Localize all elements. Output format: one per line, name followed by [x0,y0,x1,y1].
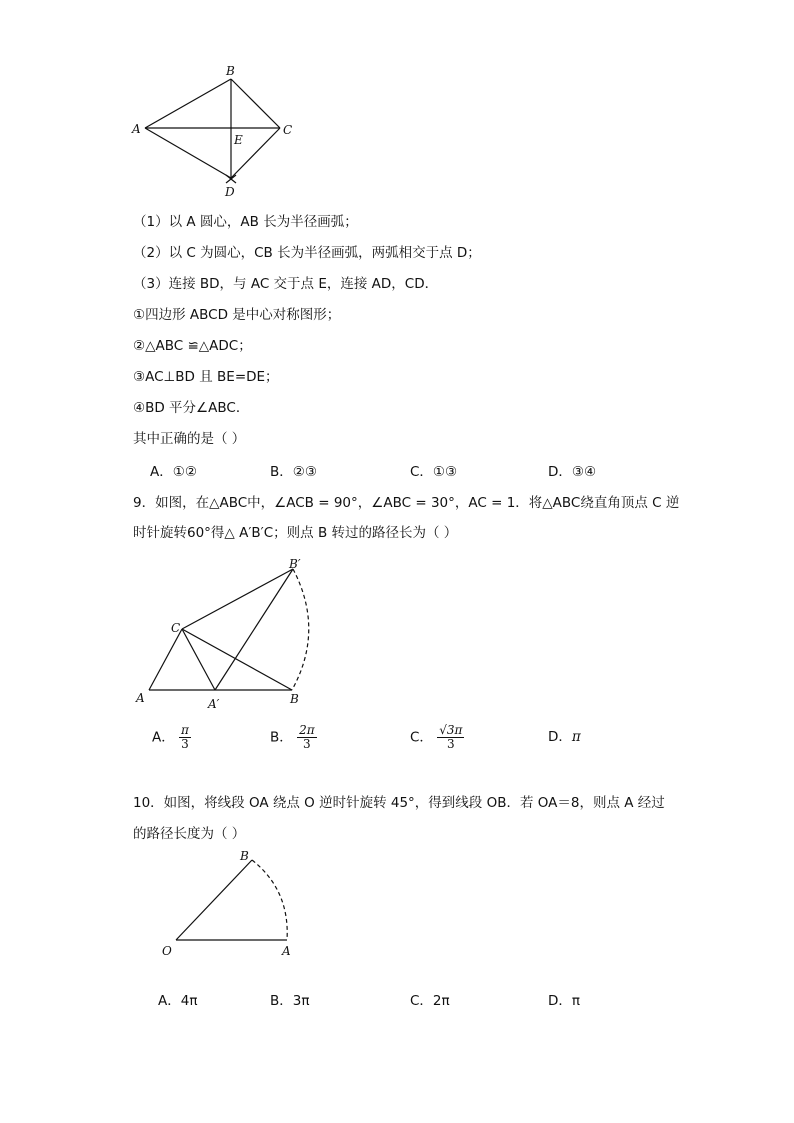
label-b-prime: B′ [289,557,301,571]
statement-3: ③AC⊥BD 且 BE=DE； [133,369,279,385]
q10-option-c: C．2π [410,993,450,1009]
q8-option-b: B．②③ [270,464,317,480]
label-a: A [132,122,141,136]
q8-option-d: D．③④ [548,464,597,480]
step-3: （3）连接 BD，与 AC 交于点 E，连接 AD，CD． [133,276,439,292]
step-1: （1）以 A 圆心，AB 长为半径画弧； [133,214,358,230]
label-e: E [234,133,243,147]
label-a: A [136,691,145,705]
label-o: O [162,944,172,958]
q10-option-b: B．3π [270,993,310,1009]
label-c: C [171,621,181,635]
q9-option-c-letter: C． [410,729,433,746]
q10-option-a: A．4π [158,993,198,1009]
label-d: D [225,185,235,199]
label-a-prime: A′ [208,697,220,711]
q8-option-c: C．①③ [410,464,458,480]
q9-option-a-letter: A． [152,729,175,746]
statement-1: ①四边形 ABCD 是中心对称图形； [133,307,341,323]
step-2: （2）以 C 为圆心，CB 长为半径画弧，两弧相交于点 D； [133,245,481,261]
q8-option-a: A．①② [150,464,197,480]
q8-prompt: 其中正确的是（ ） [133,431,246,447]
denominator: 3 [303,737,311,751]
numerator: π [181,723,189,737]
label-c: C [283,123,293,137]
q10-text-line1: 10．如图，将线段 OA 绕点 O 逆时针旋转 45°，得到线段 OB．若 OA＝8，则点 A 经过 [133,795,665,811]
q10-option-d: D．π [548,993,581,1009]
label-a: A [282,944,291,958]
denominator: 3 [181,737,189,751]
label-b: B [290,692,299,706]
label-b: B [226,64,235,78]
statement-4: ④BD 平分∠ABC． [133,400,250,416]
numerator: 2π [299,723,315,737]
q9-option-d-letter: D． [548,729,572,745]
statement-2: ②△ABC ≌△ADC； [133,338,252,354]
denominator: 3 [447,737,455,751]
q10-text-line2: 的路径长度为（ ） [133,826,246,842]
q9-text-line1: 9．如图，在△ABC中，∠ACB = 90°，∠ABC = 30°，AC = 1．将△ABC绕直角顶点 C 逆 [133,495,680,511]
label-b: B [240,849,249,863]
q9-option-b-letter: B． [270,729,293,746]
numerator: √3π [439,723,463,737]
q9-option-d-value: π [571,729,581,745]
q9-text-line2: 时针旋转60°得△ A′B′C；则点 B 转过的路径长为（ ） [133,525,458,541]
